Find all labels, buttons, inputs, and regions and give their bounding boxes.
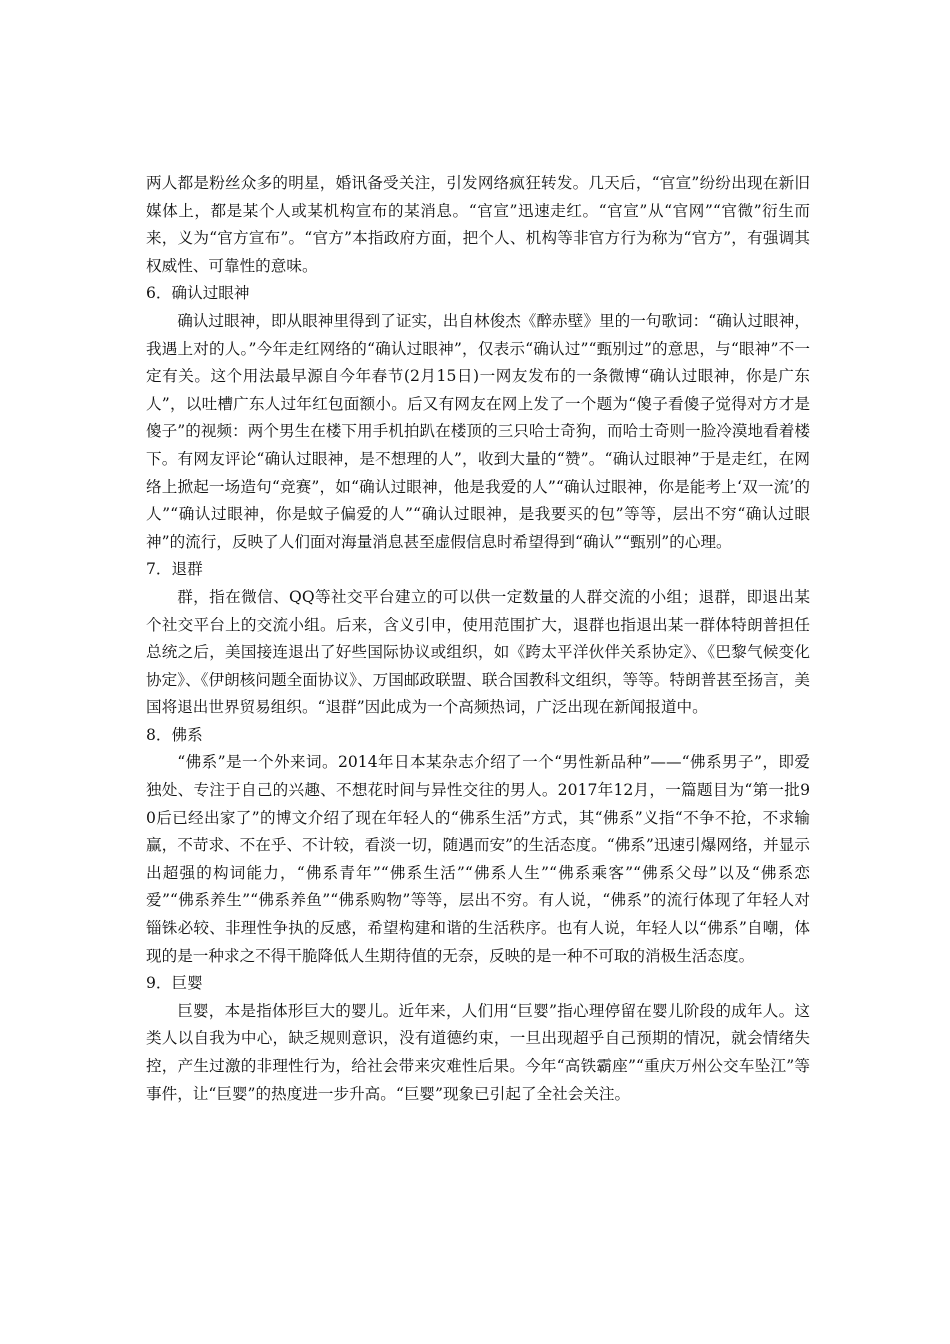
paragraph-guanxuan-continued: 两人都是粉丝众多的明星，婚讯备受关注，引发网络疯狂转发。几天后，“官宣”纷纷出现在新旧媒体上，都是某个人或某机构宣布的某消息。“官宣”迅速走红。“官宣”从“官网”“官微”衍生而来，义为“官方宣布”。“官方”本指政府方面，把个人、机构等非官方行为称为“官方”，有强调其权威性、可靠性的意味。 [146,174,810,275]
paragraph-item-7: 群，指在微信、QQ等社交平台建立的可以供一定数量的人群交流的小组；退群，即退出某个社交平台上的交流小组。后来，含义引申，使用范围扩大，退群也指退出某一群体特朗普担任总统之后，美国接连退出了好些国际协议或组织，如《跨太平洋伙伴关系协定》、《巴黎气候变化协定》、《伊朗核问题全面协议》、万国邮政联盟、联合国教科文组织，等等。特朗普甚至扬言，美国将退出世界贸易组织。“退群”因此成为一个高频热词，广泛出现在新闻报道中。 [146,587,810,717]
heading-item-8: 8．佛系 [146,725,203,744]
paragraph-item-6: 确认过眼神，即从眼神里得到了证实，出自林俊杰《醉赤壁》里的一句歌词：“确认过眼神，我遇上对的人。”今年走红网络的“确认过眼神”，仅表示“确认过”“甄别过”的意思，与“眼神”不一定有关。这个用法最早源自今年春节(2月15日)一网友发布的一条微博“确认过眼神，你是广东人”，以吐槽广东人过年红包面额小。后又有网友在网上发了一个题为“傻子看傻子觉得对方才是傻子”的视频：两个男生在楼下用手机拍趴在楼顶的三只哈士奇狗，而哈士奇则一脸冷漠地看着楼下。有网友评论“确认过眼神，是不想理的人”，收到大量的“赞”。“确认过眼神”于是走红，在网络上掀起一场造句“竞赛”，如“确认过眼神，他是我爱的人”“确认过眼神，你是能考上‘双一流’的人”“确认过眼神，你是蚊子偏爱的人”“确认过眼神，是我要买的包”等等，层出不穷“确认过眼神”的流行，反映了人们面对海量消息甚至虚假信息时希望得到“确认”“甄别”的心理。 [146,311,810,551]
heading-item-7: 7．退群 [146,560,203,579]
paragraph-item-8: “佛系”是一个外来词。2014年日本某杂志介绍了一个“男性新品种”——“佛系男子”，即爱独处、专注于自己的兴趣、不想花时间与异性交往的男人。2017年12月，一篇题目为“第一批90后已经出家了”的博文介绍了现在年轻人的“佛系生活”方式，其“佛系”义指“不争不抢，不求输赢，不苛求、不在乎、不计较，看淡一切，随遇而安”的生活态度。“佛系”迅速引爆网络，并显示出超强的构词能力，“佛系青年”“佛系生活”“佛系人生”“佛系乘客”“佛系父母”以及“佛系恋爱”“佛系养生”“佛系养鱼”“佛系购物”等等，层出不穷。有人说，“佛系”的流行体现了年轻人对锱铢必较、非理性争执的反感，希望构建和谐的生活秩序。也有人说，年轻人以“佛系”自嘲，体现的是一种求之不得干脆降低人生期待值的无奈，反映的是一种不可取的消极生活态度。 [146,753,810,965]
heading-item-6: 6．确认过眼神 [146,284,250,303]
heading-item-9: 9．巨婴 [146,974,203,993]
paragraph-item-9: 巨婴，本是指体形巨大的婴儿。近年来，人们用“巨婴”指心理停留在婴儿阶段的成年人。这类人以自我为中心，缺乏规则意识，没有道德约束，一旦出现超乎自己预期的情况，就会情绪失控，产生过激的非理性行为，给社会带来灾难性后果。今年“高铁霸座”“重庆万州公交车坠江”等事件，让“巨婴”的热度进一步升高。“巨婴”现象已引起了全社会关注。 [146,1001,810,1103]
